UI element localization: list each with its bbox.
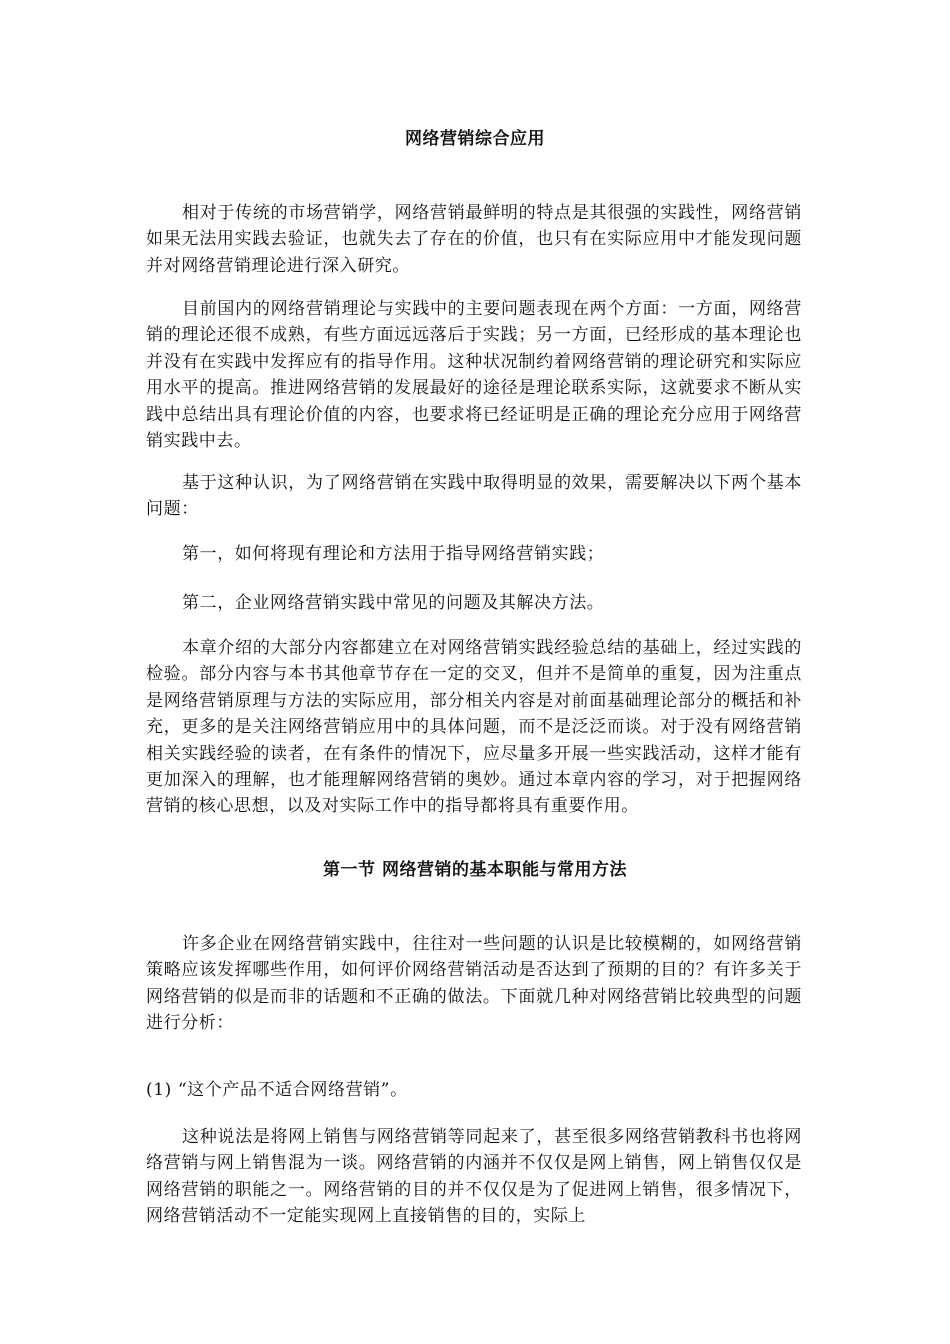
paragraph-section-intro: 许多企业在网络营销实践中，往往对一些问题的认识是比较模糊的，如网络营销策略应该发挥哪些作用，如何评价网络营销活动是否达到了预期的目的？有许多关于网络营销的似是而非的话题和不正确的做法。下面就几种对网络营销比较典型的问题进行分析：	[146, 934, 802, 1034]
paragraph-list-item-one-detail: 这种说法是将网上销售与网络营销等同起来了，甚至很多网络营销教科书也将网络营销与网上销售混为一谈。网络营销的内涵并不仅仅是网上销售，网上销售仅仅是网络营销的职能之一。网络营销的目的并不仅仅是为了促进网上销售，很多情况下，网络营销活动不一定能实现网上直接销售的目的，实际上	[146, 1127, 802, 1227]
list-item-one: (1) “这个产品不适合网络营销”。	[146, 1080, 408, 1100]
document-title: 网络营销综合应用	[405, 129, 545, 149]
paragraph-question-one: 第一，如何将现有理论和方法用于指导网络营销实践；	[182, 544, 605, 564]
paragraph-intro: 相对于传统的市场营销学，网络营销最鲜明的特点是其很强的实践性，网络营销如果无法用实践去验证，也就失去了存在的价值，也只有在实际应用中才能发现问题并对网络营销理论进行深入研究。	[146, 203, 802, 276]
paragraph-problems: 目前国内的网络营销理论与实践中的主要问题表现在两个方面：一方面，网络营销的理论还很不成熟，有些方面远远落后于实践；另一方面，已经形成的基本理论也并没有在实践中发挥应有的指导作用。这种状况制约着网络营销的理论研究和实际应用水平的提高。推进网络营销的发展最好的途径是理论联系实际，这就要求不断从实践中总结出具有理论价值的内容，也要求将已经证明是正确的理论充分应用于网络营销实践中去。	[146, 299, 802, 452]
section-heading: 第一节 网络营销的基本职能与常用方法	[323, 860, 627, 880]
paragraph-question-two: 第二，企业网络营销实践中常见的问题及其解决方法。	[182, 593, 605, 613]
paragraph-chapter-intro: 本章介绍的大部分内容都建立在对网络营销实践经验总结的基础上，经过实践的检验。部分内容与本书其他章节存在一定的交叉，但并不是简单的重复，因为注重点是网络营销原理与方法的实际应用，部分相关内容是对前面基础理论部分的概括和补充，更多的是关注网络营销应用中的具体问题，而不是泛泛而谈。对于没有网络营销相关实践经验的读者，在有条件的情况下，应尽量多开展一些实践活动，这样才能有更加深入的理解，也才能理解网络营销的奥妙。通过本章内容的学习，对于把握网络营销的核心思想，以及对实际工作中的指导都将具有重要作用。	[146, 638, 802, 817]
paragraph-basic-questions: 基于这种认识，为了网络营销在实践中取得明显的效果，需要解决以下两个基本问题：	[146, 473, 802, 520]
